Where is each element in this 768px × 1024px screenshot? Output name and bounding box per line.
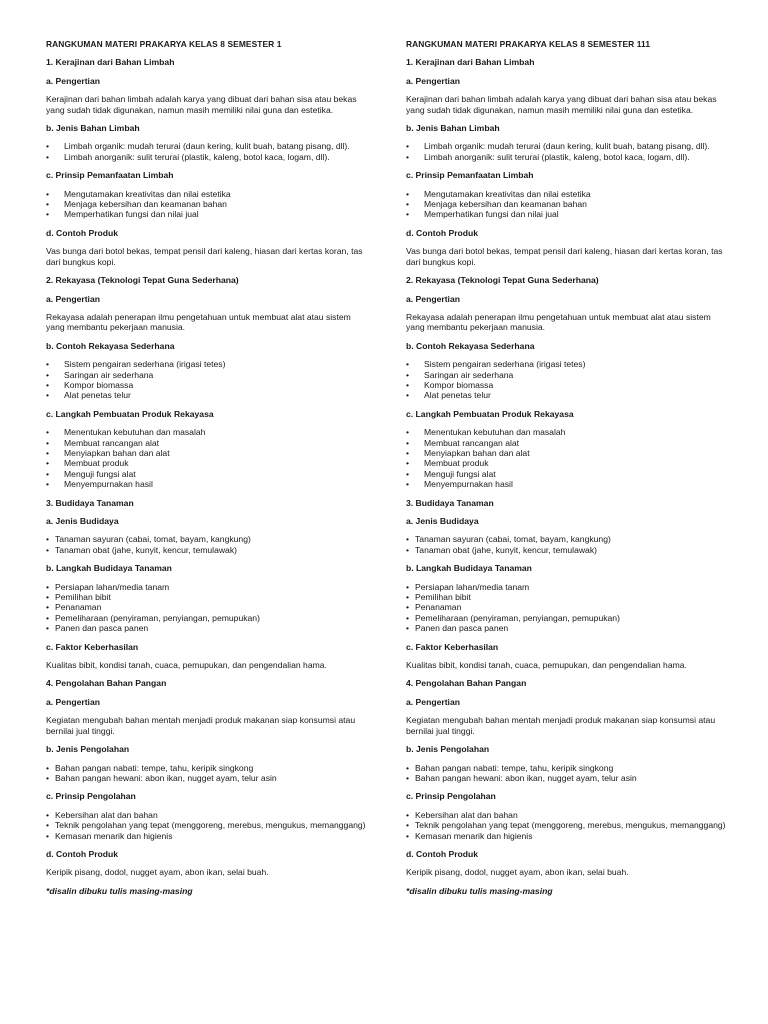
list-item: • Kemasan menarik dan higienis	[46, 831, 376, 841]
list-item: • Bahan pangan hewani: abon ikan, nugget ayam, telur asin	[46, 773, 376, 783]
list-item: • Bahan pangan nabati: tempe, tahu, keripik singkong	[46, 763, 376, 773]
list-item: • Penanaman	[46, 602, 376, 612]
list-item: • Tanaman obat (jahe, kunyit, kencur, temulawak)	[46, 545, 376, 555]
list-item: • Kemasan menarik dan higienis	[406, 831, 736, 841]
subheading-faktor-keberhasilan: c. Faktor Keberhasilan	[46, 641, 139, 652]
list-item: • Mengutamakan kreativitas dan nilai estetika	[406, 189, 736, 199]
list-item: • Menyempurnakan hasil	[46, 479, 376, 489]
list-contoh-rekayasa	[46, 359, 376, 401]
list-item: • Mengutamakan kreativitas dan nilai estetika	[46, 189, 376, 199]
list-prinsip-pengolahan	[46, 810, 376, 841]
list-item: • Menentukan kebutuhan dan masalah	[406, 427, 736, 437]
subheading-contoh-produk-pangan: d. Contoh Produk	[46, 848, 119, 859]
subheading-langkah-budidaya: b. Langkah Budidaya Tanaman	[406, 563, 532, 574]
section-heading-pengolahan: 4. Pengolahan Bahan Pangan	[406, 678, 527, 689]
subheading-contoh-produk-pangan: d. Contoh Produk	[406, 848, 479, 859]
paragraph-contoh-produk: Vas bunga dari botol bekas, tempat pensil dari kaleng, hiasan dari kertas koran, tas dari bungkus kopi.	[46, 246, 363, 267]
subheading-faktor-keberhasilan: c. Faktor Keberhasilan	[406, 641, 499, 652]
paragraph-pengertian-pangan: Kegiatan mengubah bahan mentah menjadi produk makanan siap konsumsi atau bernilai jual tinggi.	[46, 715, 356, 736]
list-item: • Pemeliharaan (penyiraman, penyiangan, pemupukan)	[406, 613, 736, 623]
paragraph-pengertian: Kerajinan dari bahan limbah adalah karya yang dibuat dari bahan sisa atau bekas yang sudah tidak digunakan, namun masih memiliki nilai guna dan estetika.	[46, 94, 357, 115]
list-prinsip-limbah	[406, 189, 736, 220]
subheading-pengertian-pangan: a. Pengertian	[46, 696, 100, 707]
list-item: • Limbah organik: mudah terurai (daun kering, kulit buah, batang pisang, dll).	[406, 141, 736, 151]
list-langkah-budidaya	[406, 582, 736, 634]
section-heading-budidaya: 3. Budidaya Tanaman	[46, 497, 134, 508]
paragraph-pengertian: Kerajinan dari bahan limbah adalah karya yang dibuat dari bahan sisa atau bekas yang sudah tidak digunakan, namun masih memiliki nilai guna dan estetika.	[406, 94, 717, 115]
list-item: • Teknik pengolahan yang tepat (menggoreng, merebus, mengukus, memanggang)	[406, 820, 736, 830]
list-item: • Menjaga kebersihan dan keamanan bahan	[406, 199, 736, 209]
list-item: • Menjaga kebersihan dan keamanan bahan	[46, 199, 376, 209]
summary-column-left	[46, 39, 376, 896]
list-item: • Memperhatikan fungsi dan nilai jual	[46, 209, 376, 219]
list-item: • Teknik pengolahan yang tepat (menggoreng, merebus, mengukus, memanggang)	[46, 820, 376, 830]
list-item: • Pemilihan bibit	[406, 592, 736, 602]
list-item: • Tanaman sayuran (cabai, tomat, bayam, kangkung)	[406, 534, 736, 544]
list-jenis-limbah	[46, 141, 376, 162]
list-langkah-rekayasa	[46, 427, 376, 489]
list-item: • Menyempurnakan hasil	[406, 479, 736, 489]
list-item: • Persiapan lahan/media tanam	[406, 582, 736, 592]
subheading-prinsip-limbah: c. Prinsip Pemanfaatan Limbah	[46, 170, 174, 181]
section-heading-kerajinan: 1. Kerajinan dari Bahan Limbah	[46, 57, 175, 68]
list-item: • Kompor biomassa	[46, 380, 376, 390]
subheading-prinsip-pengolahan: c. Prinsip Pengolahan	[46, 791, 136, 802]
list-item: • Membuat rancangan alat	[406, 438, 736, 448]
list-item: • Membuat produk	[46, 458, 376, 468]
list-item: • Bahan pangan hewani: abon ikan, nugget ayam, telur asin	[406, 773, 736, 783]
list-item: • Pemilihan bibit	[46, 592, 376, 602]
subheading-prinsip-limbah: c. Prinsip Pemanfaatan Limbah	[406, 170, 534, 181]
list-item: • Memperhatikan fungsi dan nilai jual	[406, 209, 736, 219]
list-item: • Limbah organik: mudah terurai (daun kering, kulit buah, batang pisang, dll).	[46, 141, 376, 151]
list-item: • Tanaman sayuran (cabai, tomat, bayam, kangkung)	[46, 534, 376, 544]
document-title: RANGKUMAN MATERI PRAKARYA KELAS 8 SEMESTER 1	[46, 39, 282, 49]
subheading-jenis-limbah: b. Jenis Bahan Limbah	[406, 123, 500, 134]
subheading-pengertian-rekayasa: a. Pengertian	[406, 293, 460, 304]
list-item: • Membuat rancangan alat	[46, 438, 376, 448]
list-item: • Penanaman	[406, 602, 736, 612]
list-item: • Pemeliharaan (penyiraman, penyiangan, pemupukan)	[46, 613, 376, 623]
list-prinsip-limbah	[46, 189, 376, 220]
list-item: • Saringan air sederhana	[406, 370, 736, 380]
section-heading-rekayasa: 2. Rekayasa (Teknologi Tepat Guna Sederhana)	[406, 275, 599, 286]
subheading-contoh-produk: d. Contoh Produk	[46, 227, 119, 238]
subheading-jenis-budidaya: a. Jenis Budidaya	[406, 516, 479, 526]
list-item: • Persiapan lahan/media tanam	[46, 582, 376, 592]
subheading-langkah-budidaya: b. Langkah Budidaya Tanaman	[46, 563, 172, 574]
copy-note: *disalin dibuku tulis masing-masing	[46, 885, 193, 896]
list-item: • Limbah anorganik: sulit terurai (plastik, kaleng, botol kaca, logam, dll).	[406, 152, 736, 162]
list-item: • Menyiapkan bahan dan alat	[46, 448, 376, 458]
list-item: • Menyiapkan bahan dan alat	[406, 448, 736, 458]
list-item: • Menguji fungsi alat	[46, 469, 376, 479]
list-item: • Limbah anorganik: sulit terurai (plastik, kaleng, botol kaca, logam, dll).	[46, 152, 376, 162]
subheading-langkah-rekayasa: c. Langkah Pembuatan Produk Rekayasa	[46, 408, 214, 419]
subheading-pengertian-pangan: a. Pengertian	[406, 696, 460, 707]
list-item: • Bahan pangan nabati: tempe, tahu, keripik singkong	[406, 763, 736, 773]
list-item: • Menguji fungsi alat	[406, 469, 736, 479]
paragraph-contoh-produk-pangan: Keripik pisang, dodol, nugget ayam, abon ikan, selai buah.	[406, 867, 629, 878]
summary-column-right	[406, 39, 736, 896]
section-heading-kerajinan: 1. Kerajinan dari Bahan Limbah	[406, 57, 535, 68]
subheading-pengertian-rekayasa: a. Pengertian	[46, 293, 100, 304]
subheading-langkah-rekayasa: c. Langkah Pembuatan Produk Rekayasa	[406, 408, 574, 419]
subheading-prinsip-pengolahan: c. Prinsip Pengolahan	[406, 791, 496, 802]
list-item: • Saringan air sederhana	[46, 370, 376, 380]
list-item: • Sistem pengairan sederhana (irigasi tetes)	[406, 359, 736, 369]
paragraph-contoh-produk-pangan: Keripik pisang, dodol, nugget ayam, abon ikan, selai buah.	[46, 867, 269, 878]
subheading-jenis-limbah: b. Jenis Bahan Limbah	[46, 123, 140, 134]
list-item: • Membuat produk	[406, 458, 736, 468]
paragraph-pengertian-rekayasa: Rekayasa adalah penerapan ilmu pengetahuan untuk membuat alat atau sistem yang membantu pekerjaan manusia.	[406, 311, 711, 333]
list-langkah-budidaya	[46, 582, 376, 634]
list-prinsip-pengolahan	[406, 810, 736, 841]
subheading-contoh-produk: d. Contoh Produk	[406, 227, 479, 238]
list-item: • Kompor biomassa	[406, 380, 736, 390]
list-item: • Sistem pengairan sederhana (irigasi tetes)	[46, 359, 376, 369]
list-item: • Tanaman obat (jahe, kunyit, kencur, temulawak)	[406, 545, 736, 555]
list-item: • Menentukan kebutuhan dan masalah	[46, 427, 376, 437]
document-title: RANGKUMAN MATERI PRAKARYA KELAS 8 SEMESTER 111	[406, 39, 651, 49]
list-jenis-budidaya	[406, 534, 736, 555]
paragraph-faktor-keberhasilan: Kualitas bibit, kondisi tanah, cuaca, pemupukan, dan pengendalian hama.	[46, 660, 327, 671]
subheading-pengertian: a. Pengertian	[46, 75, 100, 86]
subheading-jenis-budidaya: a. Jenis Budidaya	[46, 516, 119, 526]
paragraph-contoh-produk: Vas bunga dari botol bekas, tempat pensil dari kaleng, hiasan dari kertas koran, tas dari bungkus kopi.	[406, 246, 723, 267]
paragraph-pengertian-rekayasa: Rekayasa adalah penerapan ilmu pengetahuan untuk membuat alat atau sistem yang membantu pekerjaan manusia.	[46, 311, 351, 333]
list-item: • Alat penetas telur	[46, 390, 376, 400]
section-heading-budidaya: 3. Budidaya Tanaman	[406, 497, 494, 508]
list-contoh-rekayasa	[406, 359, 736, 401]
subheading-pengertian: a. Pengertian	[406, 75, 460, 86]
section-heading-rekayasa: 2. Rekayasa (Teknologi Tepat Guna Sederhana)	[46, 275, 239, 286]
list-jenis-pengolahan	[46, 763, 376, 784]
paragraph-faktor-keberhasilan: Kualitas bibit, kondisi tanah, cuaca, pemupukan, dan pengendalian hama.	[406, 660, 687, 671]
copy-note: *disalin dibuku tulis masing-masing	[406, 885, 553, 896]
subheading-jenis-pengolahan: b. Jenis Pengolahan	[46, 744, 130, 755]
subheading-jenis-pengolahan: b. Jenis Pengolahan	[406, 744, 490, 755]
list-item: • Alat penetas telur	[406, 390, 736, 400]
list-item: • Panen dan pasca panen	[406, 623, 736, 633]
list-jenis-budidaya	[46, 534, 376, 555]
list-langkah-rekayasa	[406, 427, 736, 489]
list-item: • Kebersihan alat dan bahan	[406, 810, 736, 820]
list-jenis-pengolahan	[406, 763, 736, 784]
list-item: • Panen dan pasca panen	[46, 623, 376, 633]
subheading-contoh-rekayasa: b. Contoh Rekayasa Sederhana	[406, 340, 535, 351]
paragraph-pengertian-pangan: Kegiatan mengubah bahan mentah menjadi produk makanan siap konsumsi atau bernilai jual tinggi.	[406, 715, 716, 736]
section-heading-pengolahan: 4. Pengolahan Bahan Pangan	[46, 678, 167, 689]
list-item: • Kebersihan alat dan bahan	[46, 810, 376, 820]
subheading-contoh-rekayasa: b. Contoh Rekayasa Sederhana	[46, 340, 175, 351]
list-jenis-limbah	[406, 141, 736, 162]
